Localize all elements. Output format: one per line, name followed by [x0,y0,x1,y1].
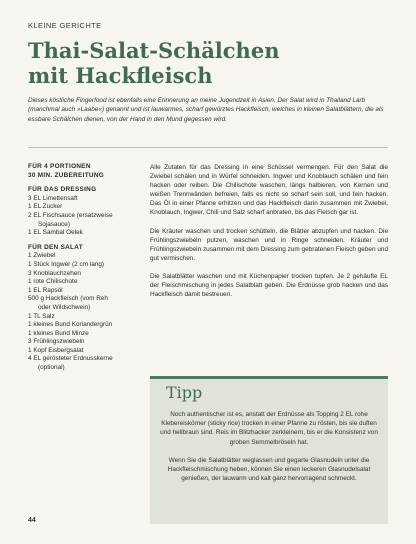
tip-paragraph: Wenn Sie die Salatblätter weglassen und gegarte Glasnudeln unter die Hackfleischmischung heben, können Sie einen leckeren Glasnudelsalat genießen, der lauwarm und kalt ganz hervorragend schmeckt. [167,456,371,483]
ingredient-item: 4 EL gerösteter Erdnusskerne [28,355,113,363]
ingredient-item: 2 EL Fischsauce (ersatzweise [28,211,113,219]
ingredient-item: 1 kleines Bund Minze [28,329,89,337]
ingredient-item: 1 rote Chilischote [28,278,78,286]
instruction-step: Die Salatblätter waschen und mit Küchenpapier trocken tupfen. Je 2 gehäufte EL der Fleischmischung in jedes Salatblatt geben. Die Erdnüsse grob hacken und das Hackfleisch damit bestreuen. [150,272,388,299]
intro-text: Dieses köstliche Fingerfood ist ebenfalls eine Erinnerung an meine Jugendzeit in Asien. Der Salat wird in Thailand Larb (manchmal auch »Laabe«) genannt und ist lauwarmes, scharf gewürztes Hackfleisch, welches in kleinen Salatblättern, die als essbare Schälchen dienen, von der Hand in den Mund gegessen wird. [28,97,384,123]
category-label: KLEINE GERICHTE [28,21,102,30]
recipe-title [28,38,388,88]
prep-time: 30 MIN. ZUBEREITUNG [28,171,105,179]
ingredient-item: 1 Kopf Eisbergsalat [28,346,84,354]
instructions-column [150,163,388,308]
ingredient-item: 1 EL Zucker [28,203,63,211]
servings: FÜR 4 PORTIONEN [28,163,91,170]
tip-accent-bar [150,376,388,379]
ingredient-item: 1 EL Rapsöl [28,286,63,294]
ingredient-item: 1 kleines Bund Koriandergrün [28,321,113,329]
title-line-1: Thai-Salat-Schälchen [28,38,280,63]
ingredient-item: 3 EL Limettensaft [28,194,78,202]
divider [28,147,388,148]
salad-heading: FÜR DEN SALAT [28,243,83,251]
ingredient-item: (optional) [38,364,65,372]
ingredient-item: Sojasauce) [38,220,70,228]
ingredient-item: 1 EL Sambal Oelek [28,229,83,237]
ingredient-item: 500 g Hackfleisch (vom Reh [28,295,108,303]
ingredient-item: 1 TL Salz [28,312,55,320]
ingredient-item: 1 Stück Ingwer (2 cm lang) [28,260,105,268]
tip-text [158,410,380,492]
tip-paragraph: Noch authentischer ist es, anstatt der Erdnüsse als Topping 2 EL rohe Klebereiskörner (sticky rice) trocken in einer Pfanne zu rösten, bis sie duften und hellbraun sind. Reis im Blitzhacker zerkleinern, bis er die Konsistenz von groben Semmelbröseln hat. [160,411,378,446]
tip-title: Tipp [166,383,203,402]
ingredient-item: 3 Frühlingszwiebeln [28,338,85,346]
ingredient-item: 1 Zwiebel [28,252,56,260]
ingredient-item: 3 Knoblauchzehen [28,269,81,277]
title-line-2: mit Hackfleisch [28,63,213,88]
dressing-heading: FÜR DAS DRESSING [28,186,97,194]
ingredients-column [28,163,133,373]
ingredient-item: oder Wildschwein) [38,303,91,311]
instruction-step: Die Kräuter waschen und trocken schütteln, die Blätter abzupfen und hacken. Die Frühlingszwiebeln putzen, waschen und in Ringe schneiden. Kräuter und Frühlingszwiebeln zusammen mit dem Dressing zum gebratenen Fleisch geben und gut vermischen. [150,227,388,262]
page-number: 44 [28,517,36,524]
instruction-step: Alle Zutaten für das Dressing in eine Schüssel vermengen. Für den Salat die Zwiebel schälen und in Würfel schneiden. Ingwer und Knoblauch schälen und fein hacken oder reiben. Die Chilischote waschen, längs halbieren, von Kernen und weißen Trennwänden befreien, falls es nicht so scharf sein soll, und fein hacken. Das Öl in einer Pfanne erhitzen und das Hackfleisch darin zusammen mit Zwiebel, Knoblauch, Ingwer, Chili und Salz scharf anbraten, bis das Fleisch gar ist. [150,164,388,217]
